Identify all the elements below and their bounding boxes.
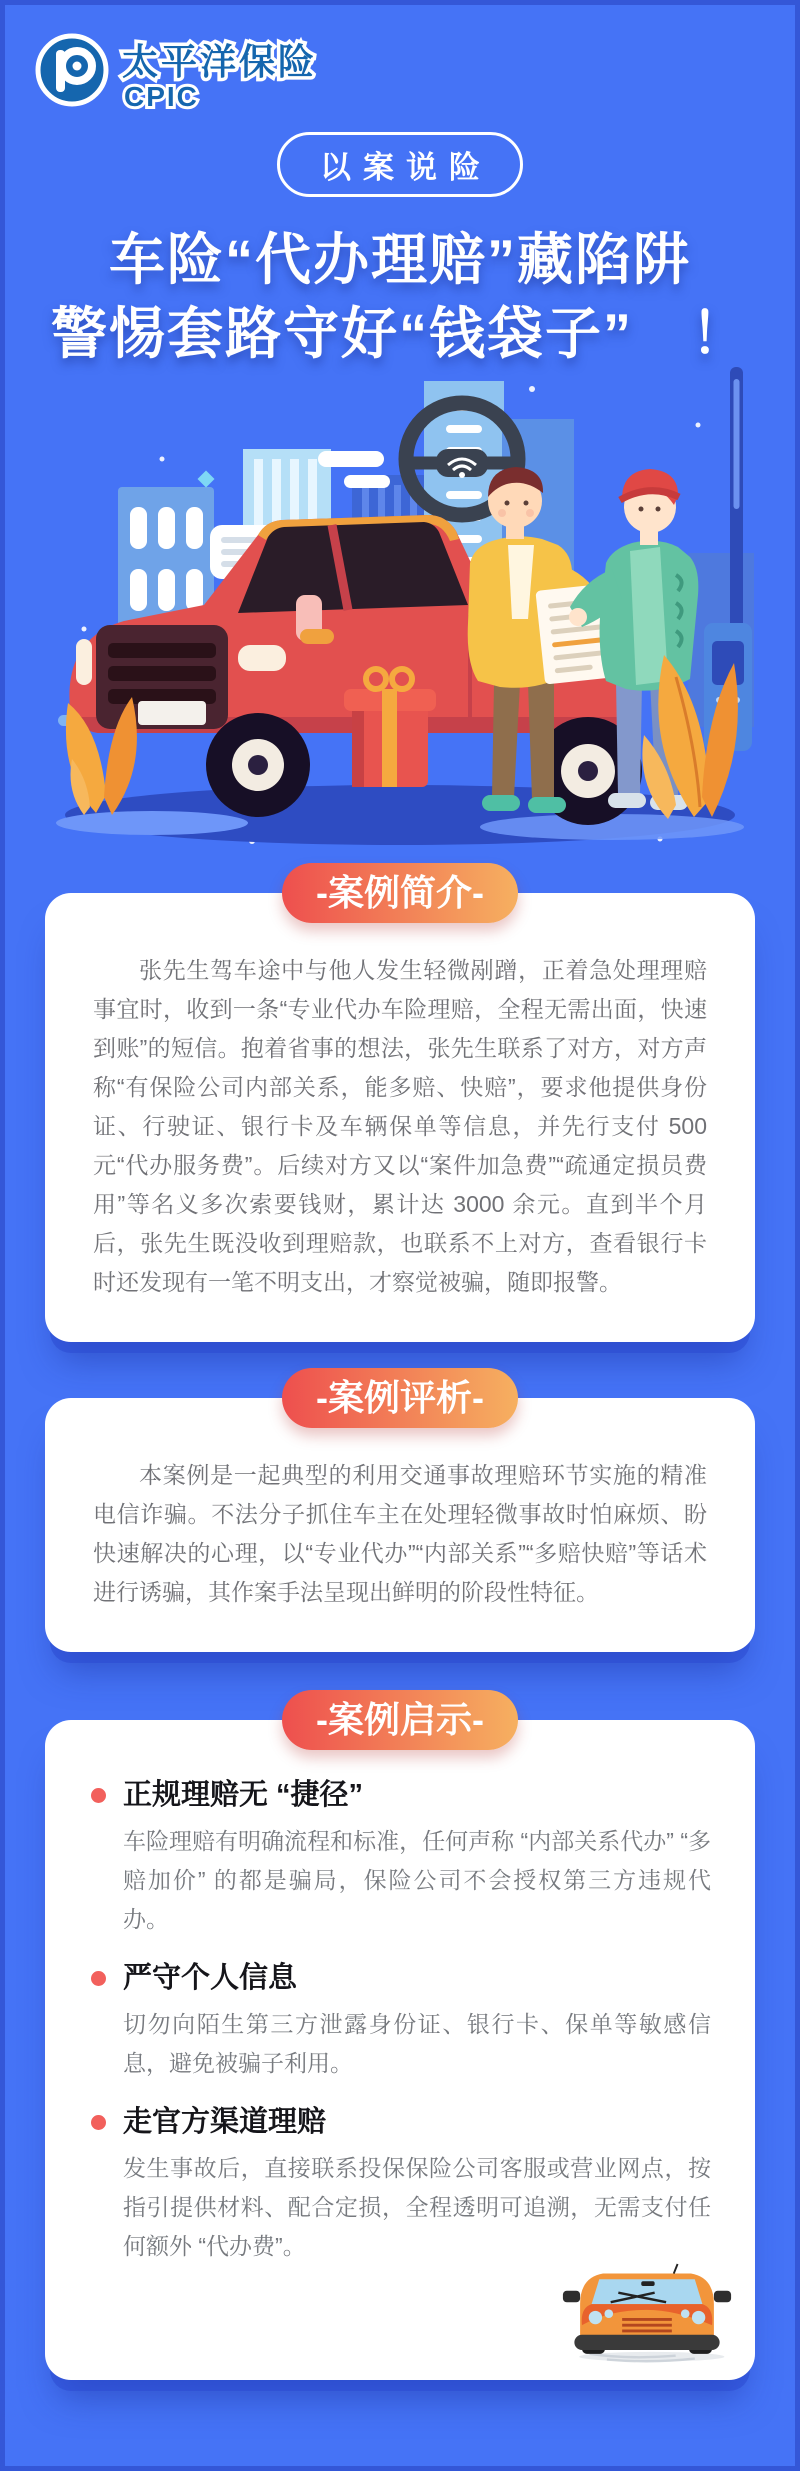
card-case-summary — [45, 872, 755, 1342]
insight-body-3: 发生事故后，直接联系投保保险公司客服或营业网点，按指引提供材料、配合定损，全程透明可追溯，无需支付任何额外 “代办费”。 — [123, 2155, 711, 2259]
title-line-2: 警惕套路守好“钱袋子” ！ — [51, 302, 749, 365]
case-summary-badge: -案例简介- — [282, 863, 518, 923]
insight-item-2 — [89, 1961, 711, 2083]
brand-name-cn: 太平洋保险 — [122, 41, 318, 82]
insight-heading-2: 严守个人信息 — [89, 1961, 711, 1995]
hero-illustration — [0, 367, 800, 857]
brand-name-en: CPIC — [124, 81, 199, 112]
card-case-analysis — [45, 1377, 755, 1652]
case-analysis-text: 本案例是一起典型的利用交通事故理赔环节实施的精准电信诈骗。不法分子抓住车主在处理轻微事故时怕麻烦、盼快速解决的心理，以“专业代办”“内部关系”“多赔快赔”等话术进行诱骗，其作案手法呈现出鲜明的阶段性特征。 — [93, 1462, 707, 1605]
brand-logo — [30, 28, 800, 112]
hero-illustration-svg — [0, 367, 800, 857]
cpic-logo-icon — [30, 28, 330, 112]
series-badge-label: 以案说险 — [320, 150, 492, 185]
cpic-logo-mark — [38, 36, 106, 104]
case-insights-badge: -案例启示- — [282, 1690, 518, 1750]
insight-heading-1: 正规理赔无 “捷径” — [89, 1778, 711, 1812]
insight-body-1: 车险理赔有明确流程和标准，任何声称 “内部关系代办” “多赔加价” 的都是骗局，保险公司不会授权第三方违规代办。 — [123, 1828, 711, 1932]
orange-car-svg — [561, 2248, 733, 2366]
card-case-insights — [45, 1699, 755, 2380]
series-badge — [277, 132, 523, 197]
case-analysis-badge: -案例评析- — [282, 1368, 518, 1428]
page-title — [0, 223, 800, 371]
title-line-1: 车险“代办理赔”藏陷阱 — [109, 228, 691, 291]
orange-car-icon — [561, 2248, 733, 2366]
case-summary-text: 张先生驾车途中与他人发生轻微剐蹭，正着急处理理赔事宜时，收到一条“专业代办车险理赔，全程无需出面，快速到账”的短信。抱着省事的想法，张先生联系了对方，对方声称“有保险公司内部关系，能多赔、快赔”，要求他提供身份证、行驶证、银行卡及车辆保单等信息，并先行支付 500 元“代办服务费”。后续对方又以“案件加急费”“疏通定损员费用”等名义多次索要钱财，累计达 3000 余元。直到半个月后，张先生既没收到理赔款，也联系不上对方，查看银行卡时还发现有一笔不明支出，才察觉被骗，随即报警。 — [93, 957, 707, 1295]
insight-item-1 — [89, 1778, 711, 1939]
insight-item-3 — [89, 2105, 711, 2266]
insight-body-2: 切勿向陌生第三方泄露身份证、银行卡、保单等敏感信息，避免被骗子利用。 — [123, 2011, 711, 2076]
insight-heading-3: 走官方渠道理赔 — [89, 2105, 711, 2139]
